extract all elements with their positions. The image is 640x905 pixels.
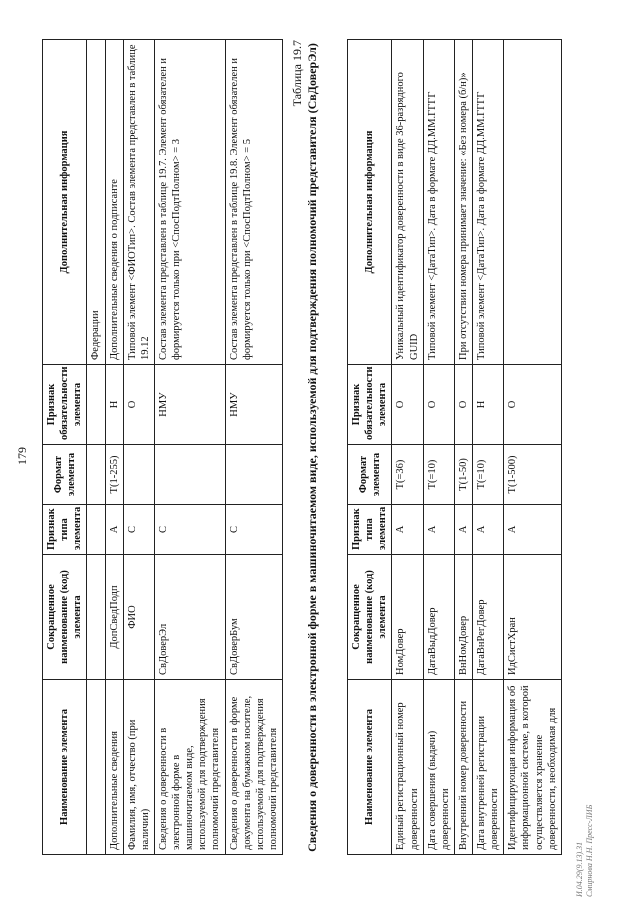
table-number: Таблица 19.7 bbox=[290, 40, 304, 107]
continuation-text: Федерации bbox=[87, 40, 105, 365]
cell-mandatory: Н bbox=[473, 365, 504, 445]
print-stamp bbox=[575, 805, 594, 897]
cell-info: Типовой элемент <ДатаТип>. Дата в формате ДД.ММ.ГГГГ bbox=[473, 40, 504, 365]
cell-type: А bbox=[392, 505, 423, 555]
cell-short: ФИО bbox=[123, 555, 154, 680]
col-header-format: Формат элемента bbox=[348, 445, 392, 505]
table-row-continuation bbox=[87, 40, 105, 855]
table-row bbox=[123, 40, 154, 855]
cell-short: НомДовер bbox=[392, 555, 423, 680]
cell-type: А bbox=[454, 505, 472, 555]
cell-mandatory: О bbox=[504, 365, 562, 445]
cell-info bbox=[504, 40, 562, 365]
empty-cell bbox=[87, 365, 105, 445]
empty-cell bbox=[87, 445, 105, 505]
table-header-row bbox=[348, 40, 392, 855]
table-row bbox=[225, 40, 283, 855]
col-header-short: Сокращенное наименование (код) элемента bbox=[43, 555, 87, 680]
col-header-format: Формат элемента bbox=[43, 445, 87, 505]
table-header-row bbox=[43, 40, 87, 855]
col-header-mandatory: Признак обязательности элемента bbox=[348, 365, 392, 445]
col-header-name: Наименование элемента bbox=[43, 680, 87, 855]
cell-name: Идентифицирующая информация об информационной системе, в которой осуществляется хранение доверенности, необходимая для bbox=[504, 680, 562, 855]
cell-info: Типовой элемент <ДатаТип>. Дата в формате ДД.ММ.ГГГГ bbox=[423, 40, 454, 365]
col-header-name: Наименование элемента bbox=[348, 680, 392, 855]
col-header-info: Дополнительная информация bbox=[43, 40, 87, 365]
cell-mandatory: О bbox=[123, 365, 154, 445]
cell-short: ИдСистХран bbox=[504, 555, 562, 680]
col-header-mandatory: Признак обязательности элемента bbox=[43, 365, 87, 445]
cell-format bbox=[225, 445, 283, 505]
cell-format: Т(=10) bbox=[423, 445, 454, 505]
cell-mandatory: НМУ bbox=[225, 365, 283, 445]
cell-mandatory: О bbox=[423, 365, 454, 445]
table-19-6-continuation bbox=[42, 39, 283, 855]
cell-type: С bbox=[123, 505, 154, 555]
cell-mandatory: О bbox=[454, 365, 472, 445]
empty-cell bbox=[87, 505, 105, 555]
cell-type: С bbox=[225, 505, 283, 555]
cell-info: Уникальный идентификатор доверенности в виде 36-разрядного GUID bbox=[392, 40, 423, 365]
cell-format: Т(=10) bbox=[473, 445, 504, 505]
cell-short: СвДоверБум bbox=[225, 555, 283, 680]
col-header-info: Дополнительная информация bbox=[348, 40, 392, 365]
cell-name: Сведения о доверенности в форме документа на бумажном носителе, используемой для подтверждения полномочий представителя bbox=[225, 680, 283, 855]
cell-info: Дополнительные сведения о подписанте bbox=[105, 40, 123, 365]
col-header-short: Сокращенное наименование (код) элемента bbox=[348, 555, 392, 680]
cell-short: СвДоверЭл bbox=[154, 555, 225, 680]
cell-name: Внутренний номер доверенности bbox=[454, 680, 472, 855]
cell-name: Фамилия, имя, отчество (при наличии) bbox=[123, 680, 154, 855]
cell-mandatory: Н bbox=[105, 365, 123, 445]
stamp-line: Смирнова Н.Н. Пресс-ЛИБ bbox=[584, 804, 594, 897]
cell-info: Состав элемента представлен в таблице 19.7. Элемент обязателен и формируется только при <СпосПодтПолном> = 3 bbox=[154, 40, 225, 365]
empty-cell bbox=[87, 555, 105, 680]
table-row bbox=[154, 40, 225, 855]
col-header-type: Признак типа элемента bbox=[348, 505, 392, 555]
cell-name: Дата совершения (выдачи) доверенности bbox=[423, 680, 454, 855]
cell-format bbox=[123, 445, 154, 505]
cell-name: Единый регистрационный номер доверенности bbox=[392, 680, 423, 855]
cell-format: Т(1-50) bbox=[454, 445, 472, 505]
cell-type: С bbox=[154, 505, 225, 555]
cell-type: А bbox=[504, 505, 562, 555]
stamp-line: И.04.29(9.13).31 bbox=[575, 841, 584, 897]
cell-mandatory: НМУ bbox=[154, 365, 225, 445]
table-row bbox=[423, 40, 454, 855]
cell-name: Сведения о доверенности в электронной форме в машиночитаемом виде, используемой для подтверждения полномочий представителя bbox=[154, 680, 225, 855]
table-row bbox=[473, 40, 504, 855]
cell-type: А bbox=[105, 505, 123, 555]
cell-name: Дата внутренней регистрации доверенности bbox=[473, 680, 504, 855]
cell-name: Дополнительные сведения bbox=[105, 680, 123, 855]
table-caption: Сведения о доверенности в электронной форме в машиночитаемом виде, используемой для подтверждения полномочий представителя (СвДоверЭл) bbox=[305, 43, 319, 852]
cell-short: ВнНомДовер bbox=[454, 555, 472, 680]
cell-info: Состав элемента представлен в таблице 19.8. Элемент обязателен и формируется только при <СпосПодтПолном> = 5 bbox=[225, 40, 283, 365]
cell-info: При отсутствии номера принимает значение: «Без номера (б/н)» bbox=[454, 40, 472, 365]
cell-format bbox=[154, 445, 225, 505]
cell-format: Т(1-500) bbox=[504, 445, 562, 505]
table-19-7 bbox=[347, 39, 562, 855]
cell-mandatory: О bbox=[392, 365, 423, 445]
cell-type: А bbox=[473, 505, 504, 555]
col-header-type: Признак типа элемента bbox=[43, 505, 87, 555]
cell-info: Типовой элемент <ФИОТип>. Состав элемента представлен в таблице 19.12 bbox=[123, 40, 154, 365]
cell-short: ДатаВнРегДовер bbox=[473, 555, 504, 680]
cell-short: ДопСведПодп bbox=[105, 555, 123, 680]
cell-format: Т(=36) bbox=[392, 445, 423, 505]
cell-format: Т(1-255) bbox=[105, 445, 123, 505]
cell-short: ДатаВыдДовер bbox=[423, 555, 454, 680]
table-row bbox=[392, 40, 423, 855]
table-row bbox=[504, 40, 562, 855]
page-number: 179 bbox=[15, 447, 29, 465]
table-row bbox=[454, 40, 472, 855]
empty-cell bbox=[87, 680, 105, 855]
table-row bbox=[105, 40, 123, 855]
cell-type: А bbox=[423, 505, 454, 555]
